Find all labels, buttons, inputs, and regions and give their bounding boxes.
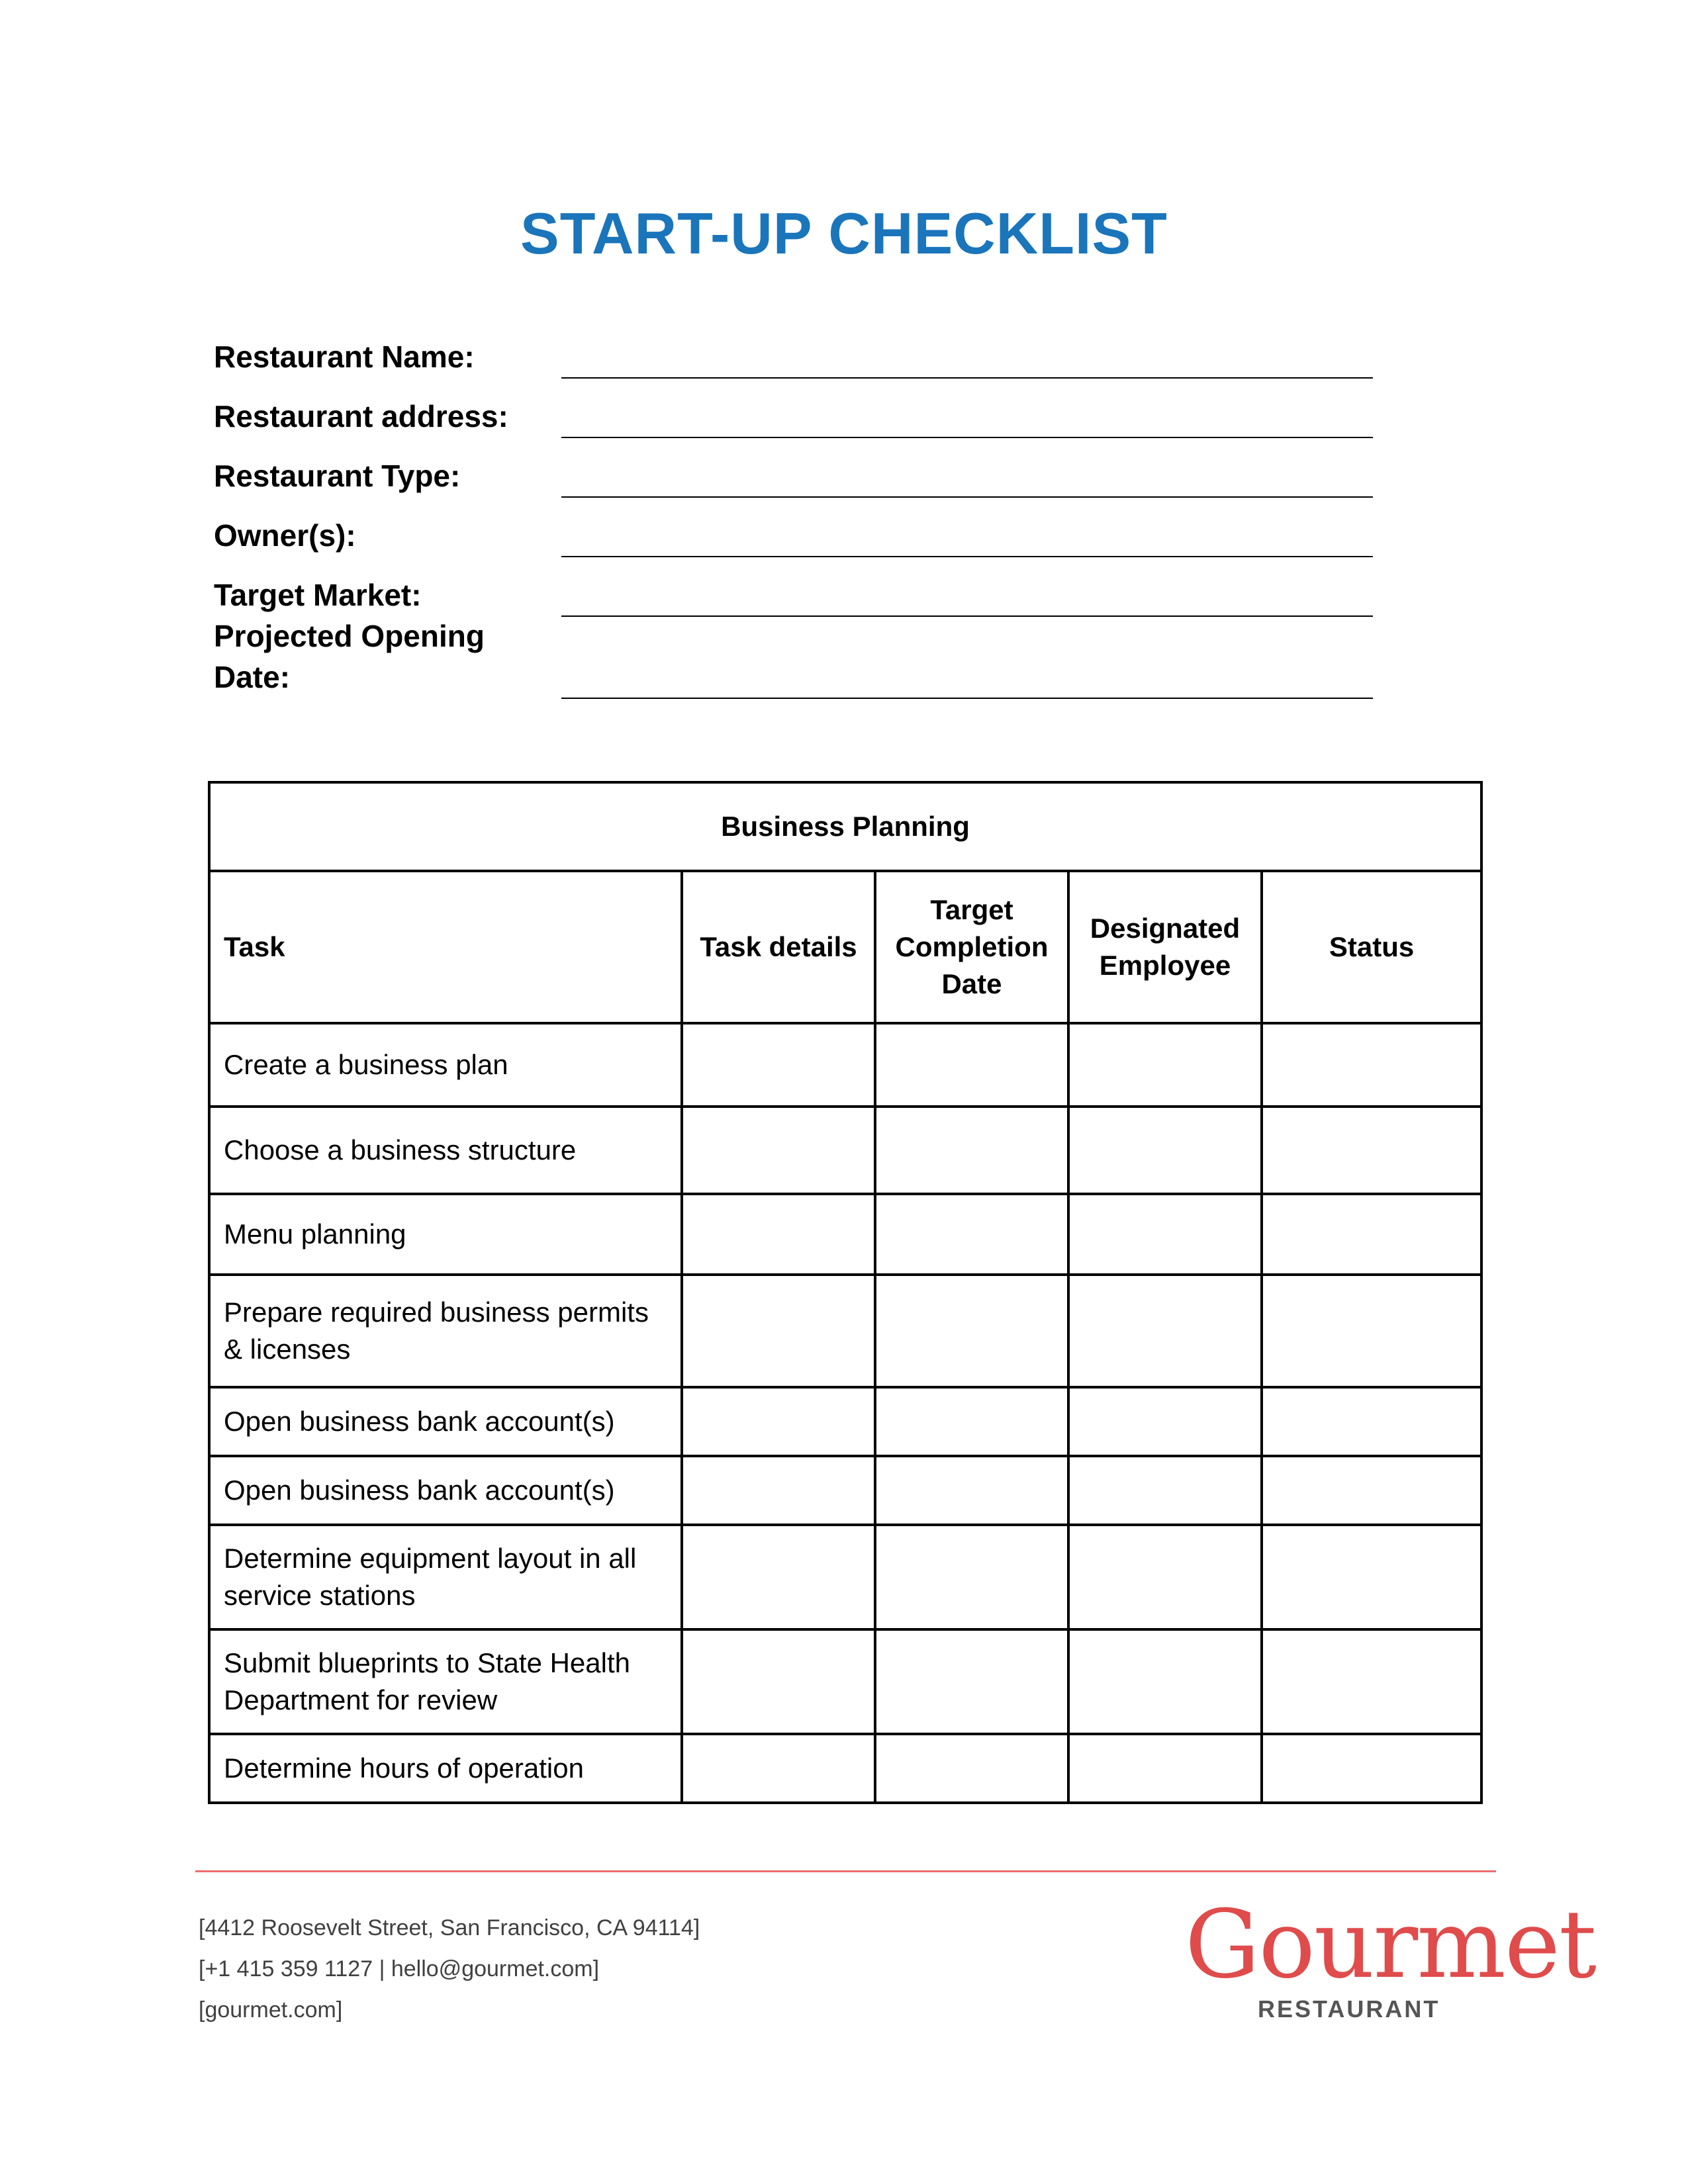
table-row — [209, 1387, 1481, 1456]
status-cell[interactable] — [1262, 1387, 1481, 1456]
task-cell: Submit blueprints to State Health Department for review — [209, 1629, 682, 1734]
status-cell[interactable] — [1262, 1107, 1481, 1194]
header-task: Task — [209, 871, 682, 1023]
task-details-cell[interactable] — [682, 1525, 875, 1629]
table-row — [209, 1194, 1481, 1275]
task-details-cell[interactable] — [682, 1387, 875, 1456]
restaurant-address-label: Restaurant address: — [214, 399, 508, 433]
footer-contact-info: [+1 415 359 1127 | hello@gourmet.com] — [199, 1956, 600, 1981]
task-cell: Open business bank account(s) — [209, 1387, 682, 1456]
restaurant-name-label: Restaurant Name: — [214, 340, 475, 374]
target-date-cell[interactable] — [875, 1023, 1068, 1107]
logo-tagline: RESTAURANT — [1258, 1995, 1440, 2023]
footer-website: [gourmet.com] — [199, 1997, 343, 2023]
header-status: Status — [1262, 871, 1481, 1023]
logo-wordmark: Gourmet — [1185, 1890, 1596, 1999]
target-market-label: Target Market: — [214, 578, 422, 612]
task-cell: Choose a business structure — [209, 1107, 682, 1194]
target-date-cell[interactable] — [875, 1275, 1068, 1387]
task-cell: Menu planning — [209, 1194, 682, 1275]
employee-cell[interactable] — [1068, 1275, 1262, 1387]
task-cell: Open business bank account(s) — [209, 1456, 682, 1525]
task-cell: Determine equipment layout in all service stations — [209, 1525, 682, 1629]
table-row — [209, 1107, 1481, 1194]
restaurant-type-field[interactable] — [561, 496, 1373, 498]
table-row — [209, 1629, 1481, 1734]
task-cell: Prepare required business permits & licenses — [209, 1275, 682, 1387]
target-date-cell[interactable] — [875, 1734, 1068, 1803]
task-details-cell[interactable] — [682, 1194, 875, 1275]
header-designated-employee: Designated Employee — [1068, 871, 1262, 1023]
table-row — [209, 1734, 1481, 1803]
employee-cell[interactable] — [1068, 1525, 1262, 1629]
employee-cell[interactable] — [1068, 1629, 1262, 1734]
footer-address: [4412 Roosevelt Street, San Francisco, CA 94114] — [199, 1915, 700, 1940]
table-row — [209, 1275, 1481, 1387]
status-cell[interactable] — [1262, 1023, 1481, 1107]
status-cell[interactable] — [1262, 1275, 1481, 1387]
owners-field[interactable] — [561, 556, 1373, 557]
restaurant-address-field[interactable] — [561, 437, 1373, 438]
target-date-cell[interactable] — [875, 1194, 1068, 1275]
footer-divider — [195, 1870, 1496, 1872]
status-cell[interactable] — [1262, 1629, 1481, 1734]
task-details-cell[interactable] — [682, 1734, 875, 1803]
employee-cell[interactable] — [1068, 1107, 1262, 1194]
employee-cell[interactable] — [1068, 1387, 1262, 1456]
status-cell[interactable] — [1262, 1456, 1481, 1525]
page-title: START-UP CHECKLIST — [520, 201, 1168, 266]
task-details-cell[interactable] — [682, 1275, 875, 1387]
employee-cell[interactable] — [1068, 1734, 1262, 1803]
target-date-cell[interactable] — [875, 1629, 1068, 1734]
task-details-cell[interactable] — [682, 1456, 875, 1525]
task-details-cell[interactable] — [682, 1107, 875, 1194]
status-cell[interactable] — [1262, 1194, 1481, 1275]
task-cell: Create a business plan — [209, 1023, 682, 1107]
employee-cell[interactable] — [1068, 1023, 1262, 1107]
target-date-cell[interactable] — [875, 1107, 1068, 1194]
status-cell[interactable] — [1262, 1734, 1481, 1803]
business-planning-table — [208, 781, 1483, 1804]
task-cell: Determine hours of operation — [209, 1734, 682, 1803]
table-row — [209, 1525, 1481, 1629]
section-title: Business Planning — [209, 782, 1481, 871]
employee-cell[interactable] — [1068, 1456, 1262, 1525]
opening-date-label: Projected Opening Date: — [214, 619, 485, 694]
target-date-cell[interactable] — [875, 1525, 1068, 1629]
table-row — [209, 1456, 1481, 1525]
target-date-cell[interactable] — [875, 1387, 1068, 1456]
header-target-completion-date: Target Completion Date — [875, 871, 1068, 1023]
opening-date-field[interactable] — [561, 698, 1373, 699]
status-cell[interactable] — [1262, 1525, 1481, 1629]
target-market-field[interactable] — [561, 615, 1373, 617]
owners-label: Owner(s): — [214, 518, 356, 553]
table-row — [209, 1023, 1481, 1107]
employee-cell[interactable] — [1068, 1194, 1262, 1275]
task-details-cell[interactable] — [682, 1629, 875, 1734]
task-details-cell[interactable] — [682, 1023, 875, 1107]
restaurant-type-label: Restaurant Type: — [214, 459, 461, 493]
target-date-cell[interactable] — [875, 1456, 1068, 1525]
header-task-details: Task details — [682, 871, 875, 1023]
restaurant-name-field[interactable] — [561, 377, 1373, 379]
